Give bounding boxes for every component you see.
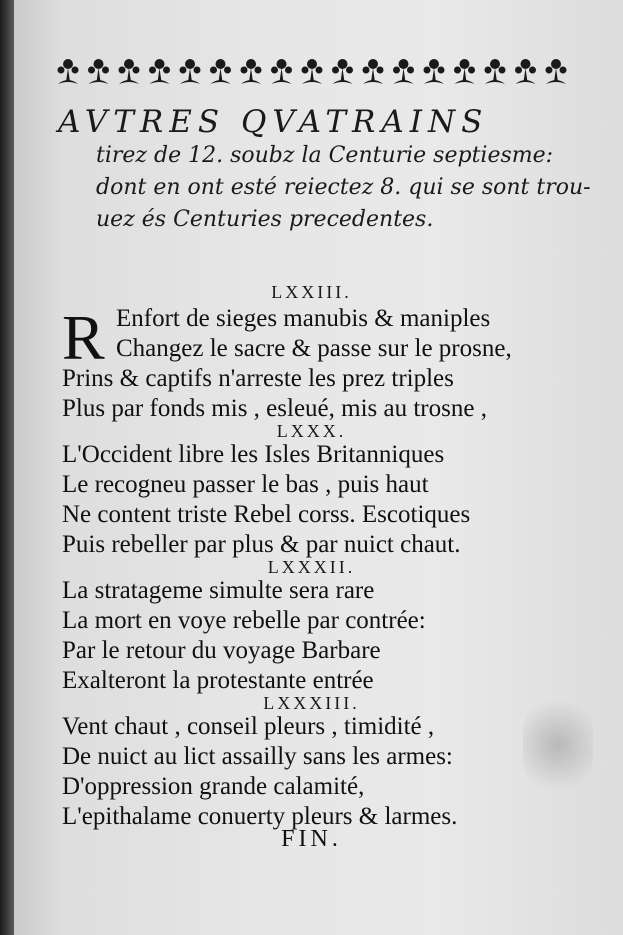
fleuron-icon	[363, 59, 384, 84]
section-heading	[58, 104, 591, 236]
verse-line: Prins & captifs n'arreste les prez triples	[62, 365, 454, 392]
verse-line: La stratageme simulte sera rare	[62, 577, 375, 604]
verse-line: Changez le sacre & passe sur le prosne,	[116, 335, 512, 362]
heading-line-4: uez és Centuries precedentes.	[96, 207, 434, 232]
verse-line: Par le retour du voyage Barbare	[62, 637, 381, 664]
drop-cap: R	[62, 302, 105, 373]
verse-line: Enfort de sieges manubis & maniples	[116, 305, 491, 332]
verse-line: Le recogneu passer le bas , puis haut	[62, 471, 429, 498]
fleuron-icon	[302, 59, 323, 84]
verse-line: Puis rebeller par plus & par nuict chaut.	[62, 531, 461, 558]
fleuron-icon	[454, 59, 475, 84]
verse-line: D'oppression grande calamité,	[62, 773, 365, 800]
heading-line-2: tirez de 12. soubz la Centurie septiesme:	[96, 143, 554, 168]
verse-line: Plus par fonds mis , esleué, mis au trosne ,	[62, 395, 487, 422]
fleuron-icon	[393, 59, 414, 84]
fleuron-icon	[210, 59, 231, 84]
verse-line: Ne content triste Rebel corss. Escotiques	[62, 501, 471, 528]
verse-line: Exalteront la protestante entrée	[62, 667, 374, 694]
fleuron-icon	[271, 59, 292, 84]
verse-line: Vent chaut , conseil pleurs , timidité ,	[62, 713, 435, 740]
heading-line-3: dont en ont esté reiectez 8. qui se sont trou-	[96, 175, 591, 200]
quatrain-number: LXXXII.	[267, 557, 356, 577]
fleuron-icon	[149, 59, 170, 84]
fleuron-icon	[546, 59, 567, 84]
quatrain-number: LXXX.	[276, 421, 347, 441]
quatrain-number: LXXIII.	[271, 282, 352, 302]
fleuron-icon	[119, 59, 140, 84]
floral-ornament-band	[48, 52, 576, 92]
heading-title: AVTRES QVATRAINS	[58, 104, 489, 140]
fleuron-icon	[58, 59, 79, 84]
fleuron-icon	[515, 59, 536, 84]
fleuron-icon	[424, 59, 445, 84]
book-gutter	[0, 0, 14, 935]
verse-line: De nuict au lict assailly sans les armes:	[62, 743, 453, 770]
quatrain-number: LXXXIII.	[263, 693, 360, 713]
fleuron-icon	[88, 59, 109, 84]
fleuron-icon	[332, 59, 353, 84]
fin-mark: FIN.	[281, 826, 342, 852]
verse-line: La mort en voye rebelle par contrée:	[62, 607, 426, 634]
fleuron-icon	[485, 59, 506, 84]
fleuron-icon	[180, 59, 201, 84]
verse-line: L'Occident libre les Isles Britanniques	[62, 441, 445, 468]
fleuron-icon	[241, 59, 262, 84]
verse-line: L'epithalame conuerty pleurs & larmes.	[62, 803, 458, 830]
